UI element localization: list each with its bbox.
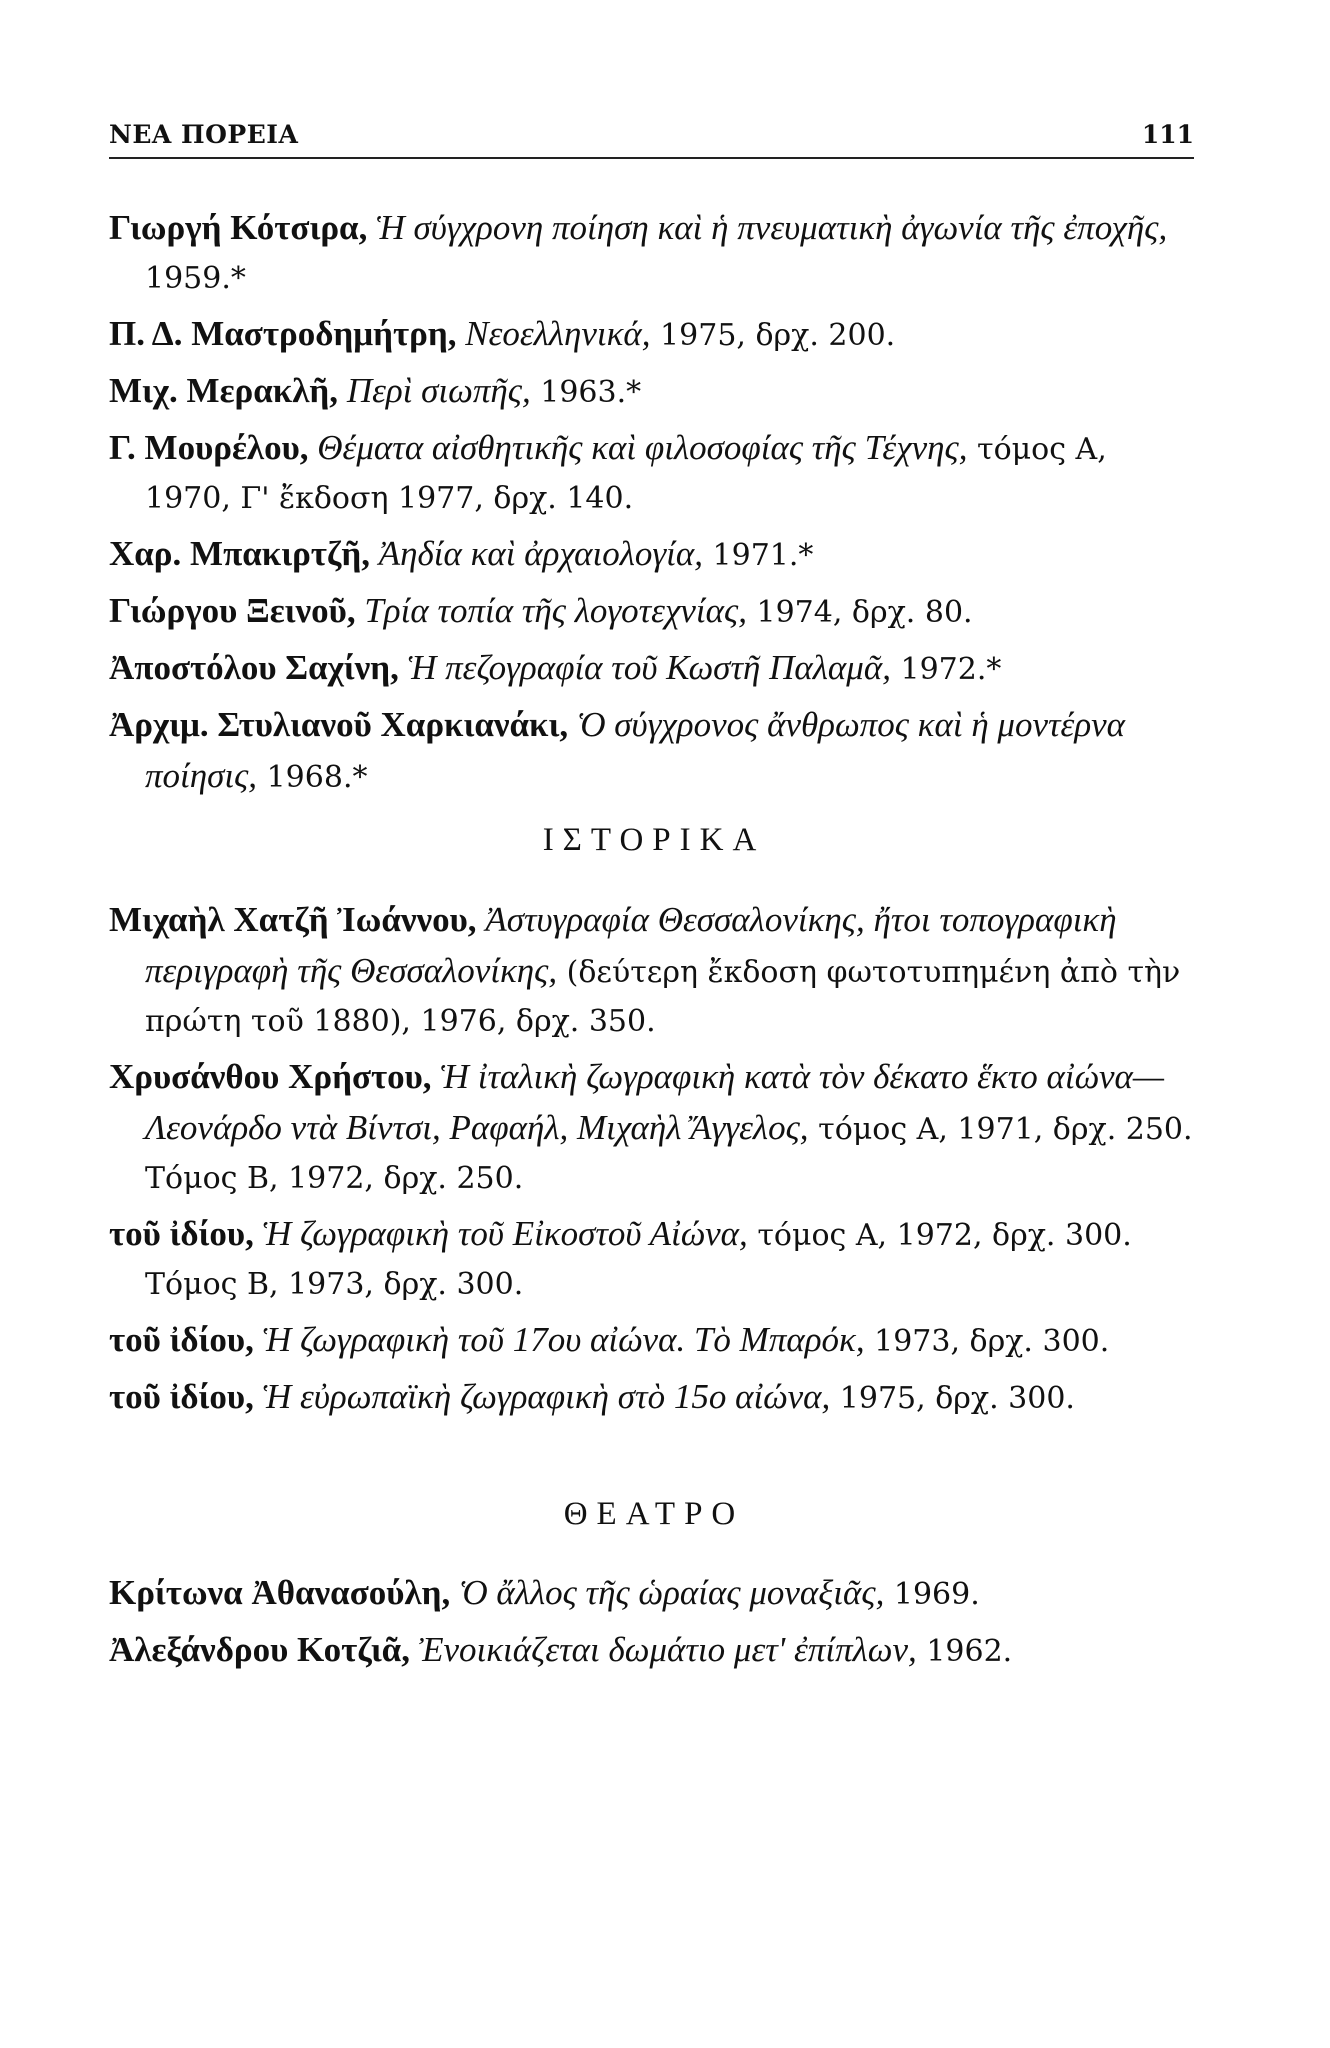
entry-title: Περὶ σιωπῆς, (338, 371, 531, 410)
bibliography-entry (109, 366, 1199, 417)
entry-title: Ἡ ἰταλικὴ ζωγραφικὴ κατὰ τὸν δέκατο ἕκτο αἰώνα— Λεονάρδο ντὰ Βίντσι, Ραφαήλ, Μιχαὴλ Ἄγγελος, (145, 1057, 1165, 1147)
entry-title: Νεοελληνικά, (456, 314, 651, 353)
entry-details: 1968.* (257, 760, 368, 795)
entry-author: τοῦ ἰδίου, (109, 1377, 254, 1416)
bibliography-entry (109, 309, 1199, 360)
journal-title: ΝΕΑ ΠΟΡΕΙΑ (109, 120, 299, 149)
entry-details: 1959.* (145, 261, 246, 296)
entry-details: τόμος Α, 1972, δρχ. 300. Τόμος Β, 1973, δρχ. 300. (145, 1218, 1132, 1302)
entry-details: 1963.* (530, 375, 642, 410)
entry-author: Μιχ. Μερακλῆ, (109, 371, 339, 410)
entry-author: Ἀρχιμ. Στυλιανοῦ Χαρκιανάκι, (109, 705, 569, 744)
entry-title: Ἡ ζωγραφικὴ τοῦ 17ου αἰώνα. Τὸ Μπαρόκ, (253, 1320, 865, 1359)
entry-title: Θέματα αἰσθητικῆς καὶ φιλοσοφίας τῆς Τέχνης, (308, 428, 968, 467)
bibliography-entry (109, 203, 1199, 303)
entry-details: 1975, δρχ. 200. (650, 318, 896, 353)
entry-details: 1975, δρχ. 300. (830, 1381, 1075, 1416)
bibliography-entry (109, 586, 1199, 637)
entry-title: Ἀηδία καὶ ἀρχαιολογία, (370, 534, 703, 573)
bibliography-entry (109, 1315, 1199, 1366)
entry-author: Χρυσάνθου Χρήστου, (109, 1057, 432, 1096)
entry-author: Ἀλεξάνδρου Κοτζιᾶ, (109, 1630, 410, 1669)
bibliography-entry (109, 700, 1199, 802)
entry-author: Μιχαὴλ Χατζῆ Ἰωάννου, (109, 900, 477, 939)
bibliography-list-theatre (109, 1568, 1199, 1682)
entry-details: 1973, δρχ. 300. (864, 1324, 1110, 1359)
running-header (109, 117, 1194, 159)
entry-title: Ὁ σύγχρονος ἄνθρωπος καὶ ἡ μοντέρνα ποίησις, (145, 705, 1126, 795)
bibliography-entry (109, 895, 1199, 1046)
entry-author: Γ. Μουρέλου, (109, 428, 309, 467)
entry-title: Ἡ πεζογραφία τοῦ Κωστῆ Παλαμᾶ, (398, 648, 891, 687)
section-heading-theatre: ΘΕΑΤΡΟ (563, 1496, 745, 1532)
bibliography-entry (109, 1052, 1199, 1203)
entry-author: Γιωργή Κότσιρα, (109, 208, 368, 247)
entry-author: Κρίτωνα Ἀθανασούλη, (109, 1573, 451, 1612)
bibliography-entry (109, 1209, 1199, 1309)
bibliography-entry (109, 423, 1199, 523)
entry-title: Ἀστυγραφία Θεσσαλονίκης, ἤτοι τοπογραφικὴ περιγραφὴ τῆς Θεσσαλονίκης, (145, 900, 1117, 990)
section-heading-historical: ΙΣΤΟΡΙΚΑ (542, 822, 766, 858)
entry-author: Γιώργου Ξεινοῦ, (109, 591, 356, 630)
entry-title: Ἡ ζωγραφικὴ τοῦ Εἰκοστοῦ Αἰώνα, (253, 1214, 748, 1253)
entry-author: τοῦ ἰδίου, (109, 1320, 254, 1359)
bibliography-entry (109, 1568, 1199, 1619)
entry-author: Π. Δ. Μαστροδημήτρη, (109, 314, 457, 353)
entry-title: Ἐνοικιάζεται δωμάτιο μετ' ἐπίπλων, (409, 1630, 917, 1669)
page-number: 111 (1141, 120, 1194, 149)
bibliography-entry (109, 529, 1199, 580)
entry-author: τοῦ ἰδίου, (109, 1214, 254, 1253)
entry-details: (δεύτερη ἔκδοση φωτοτυπημένη ἀπὸ τὴν πρώτη τοῦ 1880), 1976, δρχ. 350. (145, 955, 1181, 1039)
entry-details: 1969. (884, 1577, 980, 1612)
entry-title: Ὁ ἄλλος τῆς ὡραίας μοναξιᾶς, (450, 1573, 885, 1612)
entry-author: Χαρ. Μπακιρτζῆ, (109, 534, 371, 573)
bibliography-list-literature (109, 203, 1199, 808)
bibliography-entry (109, 1372, 1199, 1423)
entry-details: 1962. (916, 1634, 1013, 1669)
entry-title: Ἡ εὐρωπαϊκὴ ζωγραφικὴ στὸ 15ο αἰώνα, (253, 1377, 831, 1416)
bibliography-entry (109, 1625, 1199, 1676)
entry-details: 1972.* (890, 652, 1002, 687)
bibliography-list-historical (109, 895, 1199, 1429)
entry-details: 1974, δρχ. 80. (746, 595, 973, 630)
entry-author: Ἀποστόλου Σαχίνη, (109, 648, 399, 687)
entry-details: 1971.* (703, 538, 814, 573)
entry-title: Τρία τοπία τῆς λογοτεχνίας, (355, 591, 747, 630)
entry-details: τόμος Α, 1971, δρχ. 250. Τόμος Β, 1972, δρχ. 250. (145, 1112, 1193, 1196)
entry-details: τόμος Α, 1970, Γ' ἔκδοση 1977, δρχ. 140. (145, 432, 1107, 516)
entry-title: Ἡ σύγχρονη ποίηση καὶ ἡ πνευματικὴ ἀγωνία τῆς ἐποχῆς, (367, 208, 1168, 247)
bibliography-entry (109, 643, 1199, 694)
